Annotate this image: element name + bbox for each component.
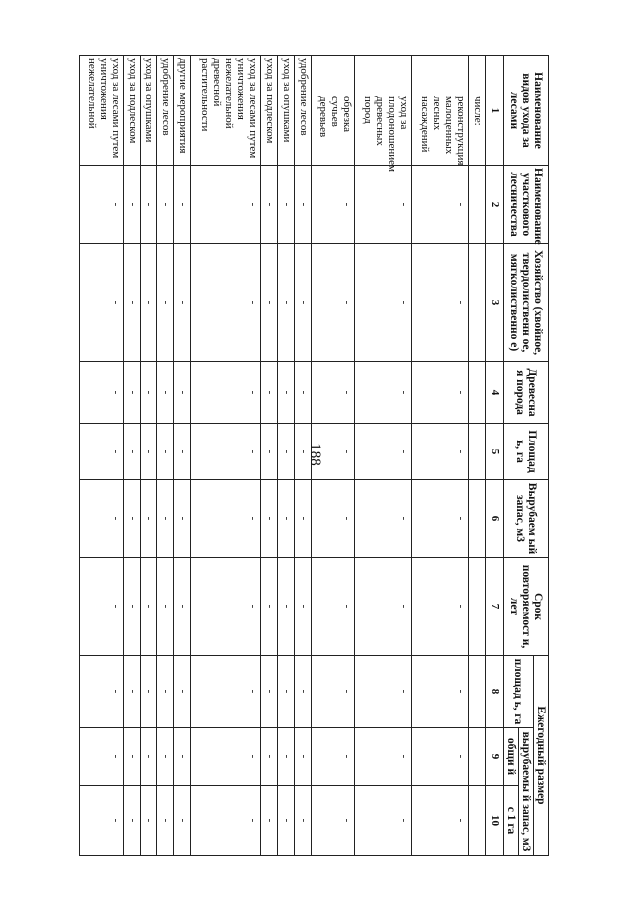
table-body bbox=[80, 56, 504, 856]
value-cell: - bbox=[190, 244, 260, 362]
header-annual-area: площад ь, га bbox=[504, 656, 534, 728]
care-type-cell: уход за лесами путем уничтожения нежелательной древесной растительности bbox=[190, 56, 260, 166]
value-cell: - bbox=[80, 166, 124, 244]
value-cell: - bbox=[174, 656, 191, 728]
value-cell: - bbox=[412, 166, 469, 244]
value-cell: - bbox=[278, 656, 295, 728]
value-cell: - bbox=[174, 786, 191, 856]
value-cell: - bbox=[261, 728, 278, 786]
value-cell: - bbox=[174, 558, 191, 656]
page-number: 188 bbox=[306, 443, 323, 466]
value-cell: - bbox=[261, 786, 278, 856]
value-cell: - bbox=[311, 480, 355, 558]
value-cell: - bbox=[294, 424, 311, 480]
column-number: 9 bbox=[486, 728, 504, 786]
value-cell: - bbox=[261, 480, 278, 558]
value-cell: - bbox=[174, 166, 191, 244]
care-type-cell: удобрение лесов bbox=[294, 56, 311, 166]
table-row bbox=[412, 56, 469, 856]
value-cell: - bbox=[294, 728, 311, 786]
value-cell: - bbox=[261, 424, 278, 480]
value-cell: - bbox=[140, 424, 157, 480]
value-cell: - bbox=[190, 424, 260, 480]
value-cell: - bbox=[140, 362, 157, 424]
value-cell: - bbox=[412, 424, 469, 480]
column-number: 3 bbox=[486, 244, 504, 362]
value-cell: - bbox=[278, 244, 295, 362]
value-cell: - bbox=[311, 728, 355, 786]
care-type-cell: другие мероприятия bbox=[174, 56, 191, 166]
value-cell: - bbox=[123, 656, 140, 728]
value-cell: - bbox=[80, 786, 124, 856]
value-cell: - bbox=[355, 424, 412, 480]
value-cell: - bbox=[174, 424, 191, 480]
value-cell: - bbox=[278, 166, 295, 244]
header-repeat-period: Срок повторяемост и, лет bbox=[504, 558, 549, 656]
value-cell: - bbox=[190, 558, 260, 656]
value-cell bbox=[469, 728, 486, 786]
value-cell bbox=[469, 656, 486, 728]
column-number: 6 bbox=[486, 480, 504, 558]
value-cell: - bbox=[80, 656, 124, 728]
care-type-cell: числе: bbox=[469, 56, 486, 166]
value-cell: - bbox=[80, 480, 124, 558]
value-cell: - bbox=[140, 166, 157, 244]
value-cell: - bbox=[278, 786, 295, 856]
header-area: Площад ь, га bbox=[504, 424, 549, 480]
value-cell: - bbox=[80, 728, 124, 786]
header-row bbox=[534, 56, 549, 856]
header-total: общи й bbox=[504, 728, 519, 786]
value-cell: - bbox=[355, 728, 412, 786]
column-number: 10 bbox=[486, 786, 504, 856]
value-cell: - bbox=[123, 362, 140, 424]
care-type-cell: удобрение лесов bbox=[157, 56, 174, 166]
value-cell: - bbox=[157, 728, 174, 786]
value-cell: - bbox=[294, 244, 311, 362]
value-cell bbox=[469, 166, 486, 244]
value-cell: - bbox=[355, 558, 412, 656]
column-number-row bbox=[486, 56, 504, 856]
value-cell: - bbox=[311, 424, 355, 480]
value-cell: - bbox=[123, 786, 140, 856]
value-cell: - bbox=[157, 424, 174, 480]
value-cell: - bbox=[123, 244, 140, 362]
table-row bbox=[123, 56, 140, 856]
value-cell: - bbox=[294, 362, 311, 424]
value-cell: - bbox=[157, 558, 174, 656]
value-cell bbox=[469, 786, 486, 856]
value-cell: - bbox=[412, 480, 469, 558]
table-row bbox=[355, 56, 412, 856]
care-type-cell: уход за плодоношением древесных пород bbox=[355, 56, 412, 166]
table-row bbox=[261, 56, 278, 856]
header-species: Древесна я порода bbox=[504, 362, 549, 424]
value-cell: - bbox=[174, 362, 191, 424]
value-cell: - bbox=[311, 786, 355, 856]
value-cell: - bbox=[140, 480, 157, 558]
value-cell: - bbox=[157, 244, 174, 362]
value-cell: - bbox=[140, 244, 157, 362]
column-number: 5 bbox=[486, 424, 504, 480]
value-cell: - bbox=[190, 166, 260, 244]
care-type-cell: реконструкция малоценных лесных насаждений bbox=[412, 56, 469, 166]
value-cell: - bbox=[157, 480, 174, 558]
value-cell: - bbox=[80, 424, 124, 480]
value-cell bbox=[469, 424, 486, 480]
value-cell: - bbox=[355, 480, 412, 558]
care-type-cell: уход за опушками bbox=[140, 56, 157, 166]
value-cell: - bbox=[123, 166, 140, 244]
column-number: 4 bbox=[486, 362, 504, 424]
value-cell: - bbox=[294, 786, 311, 856]
value-cell: - bbox=[174, 244, 191, 362]
value-cell: - bbox=[261, 558, 278, 656]
header-care-type: Наименование видов ухода за лесами bbox=[504, 56, 549, 166]
value-cell: - bbox=[157, 166, 174, 244]
value-cell: - bbox=[412, 656, 469, 728]
value-cell: - bbox=[294, 166, 311, 244]
value-cell: - bbox=[355, 362, 412, 424]
value-cell: - bbox=[278, 728, 295, 786]
value-cell: - bbox=[261, 166, 278, 244]
value-cell: - bbox=[123, 424, 140, 480]
value-cell: - bbox=[140, 558, 157, 656]
value-cell: - bbox=[174, 728, 191, 786]
value-cell: - bbox=[412, 786, 469, 856]
care-type-cell: уход за лесами путем уничтожения нежелательной bbox=[80, 56, 124, 166]
care-type-cell: уход за подлеском bbox=[261, 56, 278, 166]
table-row bbox=[157, 56, 174, 856]
value-cell: - bbox=[294, 656, 311, 728]
value-cell: - bbox=[190, 480, 260, 558]
header-volume: Вырубаем ый запас, м3 bbox=[504, 480, 549, 558]
value-cell: - bbox=[294, 558, 311, 656]
value-cell: - bbox=[190, 656, 260, 728]
header-per-ha: с 1 га bbox=[504, 786, 519, 856]
value-cell bbox=[469, 558, 486, 656]
column-number: 8 bbox=[486, 656, 504, 728]
value-cell: - bbox=[80, 244, 124, 362]
value-cell: - bbox=[190, 786, 260, 856]
value-cell: - bbox=[140, 656, 157, 728]
table-row bbox=[80, 56, 124, 856]
care-type-cell: уход за опушками bbox=[278, 56, 295, 166]
value-cell: - bbox=[140, 786, 157, 856]
value-cell: - bbox=[311, 244, 355, 362]
value-cell: - bbox=[261, 244, 278, 362]
value-cell bbox=[469, 244, 486, 362]
value-cell: - bbox=[278, 480, 295, 558]
value-cell: - bbox=[123, 558, 140, 656]
value-cell: - bbox=[123, 480, 140, 558]
table-row bbox=[174, 56, 191, 856]
value-cell: - bbox=[412, 558, 469, 656]
care-type-cell: обрезка сучьев деревьев bbox=[311, 56, 355, 166]
value-cell: - bbox=[157, 362, 174, 424]
value-cell bbox=[469, 362, 486, 424]
value-cell: - bbox=[174, 480, 191, 558]
table-row bbox=[140, 56, 157, 856]
value-cell: - bbox=[311, 362, 355, 424]
value-cell: - bbox=[355, 166, 412, 244]
table-row bbox=[469, 56, 486, 856]
value-cell: - bbox=[311, 558, 355, 656]
care-type-cell: уход за подлеском bbox=[123, 56, 140, 166]
value-cell: - bbox=[190, 362, 260, 424]
value-cell: - bbox=[355, 656, 412, 728]
value-cell: - bbox=[261, 656, 278, 728]
value-cell: - bbox=[355, 244, 412, 362]
value-cell: - bbox=[278, 424, 295, 480]
column-number: 1 bbox=[486, 56, 504, 166]
value-cell: - bbox=[261, 362, 278, 424]
table-row bbox=[278, 56, 295, 856]
value-cell: - bbox=[80, 362, 124, 424]
value-cell: - bbox=[355, 786, 412, 856]
value-cell: - bbox=[412, 362, 469, 424]
value-cell bbox=[469, 480, 486, 558]
column-number: 2 bbox=[486, 166, 504, 244]
value-cell: - bbox=[294, 480, 311, 558]
value-cell: - bbox=[123, 728, 140, 786]
value-cell: - bbox=[278, 558, 295, 656]
table-row bbox=[190, 56, 260, 856]
value-cell: - bbox=[278, 362, 295, 424]
value-cell: - bbox=[140, 728, 157, 786]
value-cell: - bbox=[311, 166, 355, 244]
value-cell: - bbox=[412, 244, 469, 362]
column-number: 7 bbox=[486, 558, 504, 656]
header-economy: Хозяйство (хвойное, твердолиственн ое, мягколиственно е) bbox=[504, 244, 549, 362]
value-cell: - bbox=[157, 656, 174, 728]
value-cell: - bbox=[157, 786, 174, 856]
value-cell: - bbox=[80, 558, 124, 656]
value-cell: - bbox=[190, 728, 260, 786]
header-annual-volume: вырубаемы й запас, м3 bbox=[519, 728, 534, 856]
header-annual-size: Ежегодный размер bbox=[534, 656, 549, 856]
value-cell: - bbox=[311, 656, 355, 728]
value-cell: - bbox=[412, 728, 469, 786]
header-forestry: Наименование участкового лесничества bbox=[504, 166, 549, 244]
